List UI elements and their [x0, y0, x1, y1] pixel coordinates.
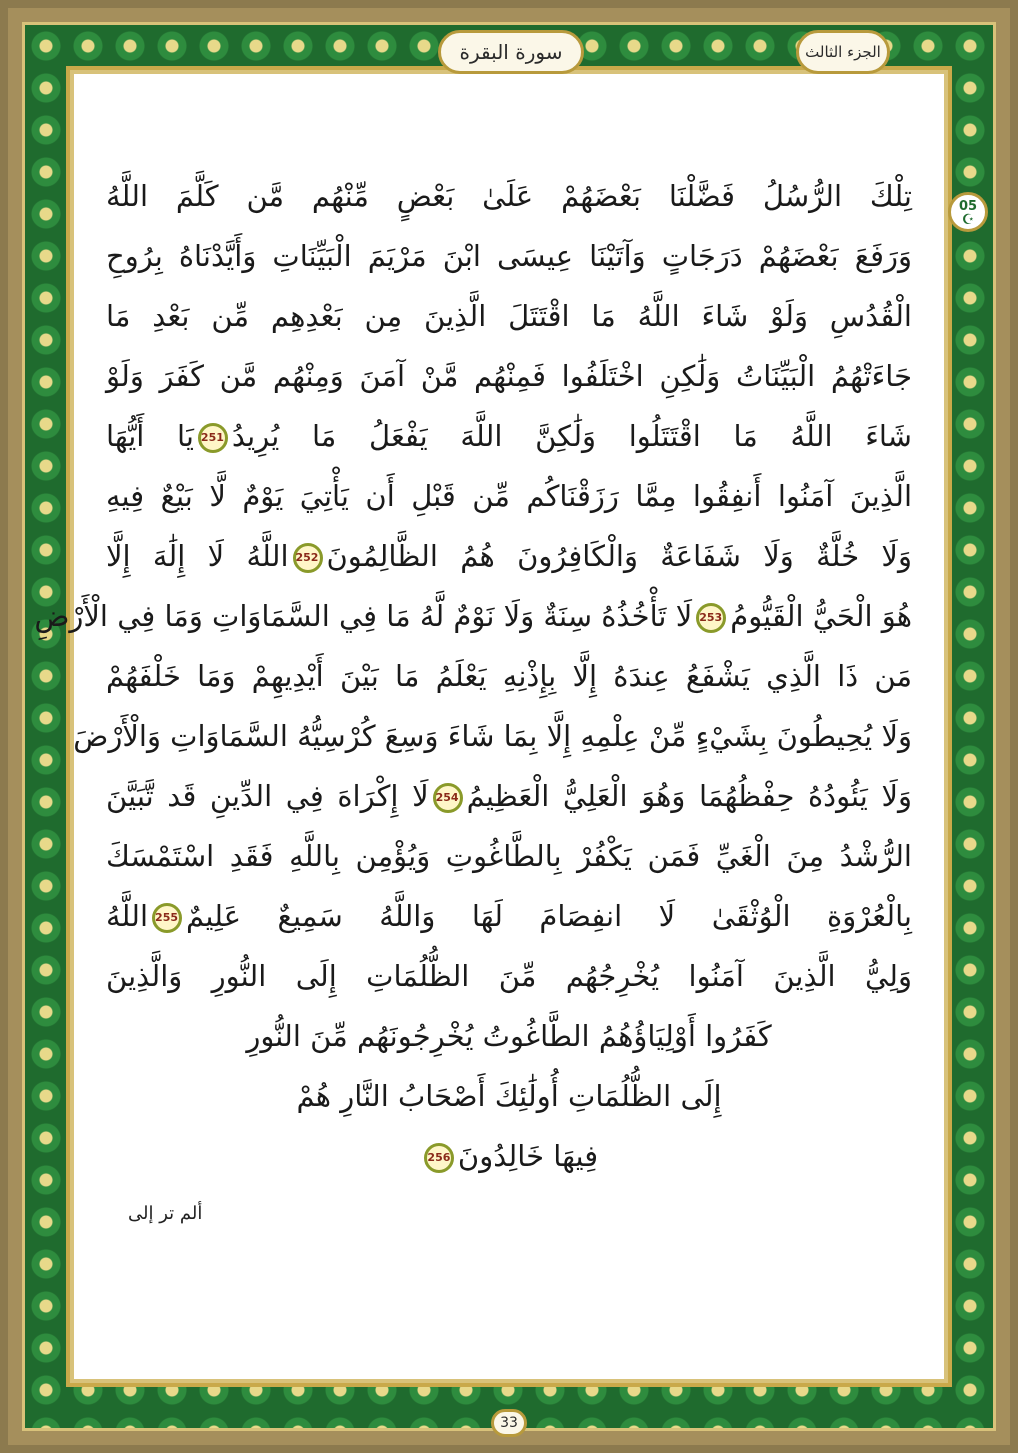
- verse-text: شَاءَ اللَّهُ مَا اقْتَتَلُوا وَلَٰكِنَّ اللَّهَ يَفْعَلُ مَا يُرِيدُ: [231, 419, 912, 453]
- page-number: 33: [491, 1409, 527, 1437]
- catchword: ألم تر إلى: [128, 1203, 203, 1224]
- verse-line: [73, 706, 912, 766]
- verse-text: إِلَى الظُّلُمَاتِ أُولَٰئِكَ أَصْحَابُ النَّارِ هُمْ: [296, 1079, 722, 1113]
- verse-line: [106, 946, 912, 1006]
- ayah-number-marker: 254: [433, 783, 463, 813]
- ayah-number-marker: 253: [696, 603, 726, 633]
- verse-text: اللَّهُ: [106, 899, 149, 933]
- verse-text: وَرَفَعَ بَعْضَهُمْ دَرَجَاتٍ وَآتَيْنَا عِيسَى ابْنَ مَرْيَمَ الْبَيِّنَاتِ وَأَيَّدْنَاهُ بِرُوحِ: [106, 239, 912, 273]
- verse-text: الَّذِينَ آمَنُوا أَنفِقُوا مِمَّا رَزَقْنَاكُم مِّن قَبْلِ أَن يَأْتِيَ يَوْمٌ لَّا بَيْعٌ فِيهِ: [106, 479, 912, 513]
- verse-text: مَن ذَا الَّذِي يَشْفَعُ عِندَهُ إِلَّا بِإِذْنِهِ يَعْلَمُ مَا بَيْنَ أَيْدِيهِمْ وَمَا خَلْفَهُمْ: [106, 659, 912, 693]
- verse-text: وَلِيُّ الَّذِينَ آمَنُوا يُخْرِجُهُم مِّنَ الظُّلُمَاتِ إِلَى النُّورِ وَالَّذِينَ: [106, 959, 912, 993]
- verse-line: [106, 226, 912, 286]
- surah-title: سورة البقرة: [438, 30, 584, 74]
- verse-line: [106, 1066, 912, 1126]
- verse-line: [106, 166, 912, 226]
- verse-text: الْقُدُسِ وَلَوْ شَاءَ اللَّهُ مَا اقْتَتَلَ الَّذِينَ مِن بَعْدِهِم مِّن بَعْدِ مَا: [106, 299, 912, 333]
- verse-text: جَاءَتْهُمُ الْبَيِّنَاتُ وَلَٰكِنِ اخْتَلَفُوا فَمِنْهُم مَّنْ آمَنَ وَمِنْهُم مَّن كَفَرَ وَلَوْ: [106, 359, 912, 393]
- verse-line: [106, 406, 912, 466]
- verse-text: الرُّشْدُ مِنَ الْغَيِّ فَمَن يَكْفُرْ بِالطَّاغُوتِ وَيُؤْمِن بِاللَّهِ فَقَدِ اسْتَمْسَكَ: [106, 839, 912, 873]
- verse-line: [106, 346, 912, 406]
- verse-line: [106, 286, 912, 346]
- verse-line: [106, 766, 912, 826]
- quran-text: [34, 166, 912, 1186]
- verse-line: [106, 646, 912, 706]
- verse-text: وَلَا خُلَّةٌ وَلَا شَفَاعَةٌ وَالْكَافِرُونَ هُمُ الظَّالِمُونَ: [326, 539, 912, 573]
- verse-text: كَفَرُوا أَوْلِيَاؤُهُمُ الطَّاغُوتُ يُخْرِجُونَهُم مِّنَ النُّورِ: [246, 1019, 772, 1053]
- verse-text: اللَّهُ لَا إِلَٰهَ إِلَّا: [106, 539, 289, 573]
- verse-text: هُوَ الْحَيُّ الْقَيُّومُ: [730, 599, 912, 633]
- ayah-number-marker: 252: [293, 543, 323, 573]
- verse-text: وَلَا يَئُودُهُ حِفْظُهُمَا وَهُوَ الْعَلِيُّ الْعَظِيمُ: [466, 779, 912, 813]
- crescent-icon: ☪: [961, 211, 975, 228]
- verse-line: [106, 1126, 912, 1186]
- verse-line: [106, 526, 912, 586]
- verse-line: [106, 466, 912, 526]
- juz-title: الجزء الثالث: [796, 30, 890, 74]
- ayah-number-marker: 255: [152, 903, 182, 933]
- verse-text: تِلْكَ الرُّسُلُ فَضَّلْنَا بَعْضَهُمْ عَلَىٰ بَعْضٍ مِّنْهُم مَّن كَلَّمَ اللَّهُ: [106, 179, 912, 213]
- verse-text: يَا أَيُّهَا: [106, 419, 194, 453]
- ayah-number-marker: 256: [424, 1143, 454, 1173]
- verse-text: لَا إِكْرَاهَ فِي الدِّينِ قَد تَّبَيَّنَ: [106, 779, 429, 813]
- verse-text: بِالْعُرْوَةِ الْوُثْقَىٰ لَا انفِصَامَ لَهَا وَاللَّهُ سَمِيعٌ عَلِيمٌ: [186, 899, 912, 933]
- verse-line: [106, 886, 912, 946]
- verse-text: وَلَا يُحِيطُونَ بِشَيْءٍ مِّنْ عِلْمِهِ إِلَّا بِمَا شَاءَ وَسِعَ كُرْسِيُّهُ السَّمَاوَاتِ وَالْأَرْضَ: [73, 719, 912, 753]
- ayah-number-marker: 251: [198, 423, 228, 453]
- verse-line: [106, 826, 912, 886]
- verse-text: فِيهَا خَالِدُونَ: [457, 1139, 599, 1173]
- hizb-number: 05: [958, 198, 978, 214]
- verse-line: [106, 1006, 912, 1066]
- verse-text: لَا تَأْخُذُهُ سِنَةٌ وَلَا نَوْمٌ لَّهُ مَا فِي السَّمَاوَاتِ وَمَا فِي الْأَرْضِ: [34, 599, 693, 633]
- verse-line: [34, 586, 912, 646]
- hizb-marker: [948, 192, 988, 232]
